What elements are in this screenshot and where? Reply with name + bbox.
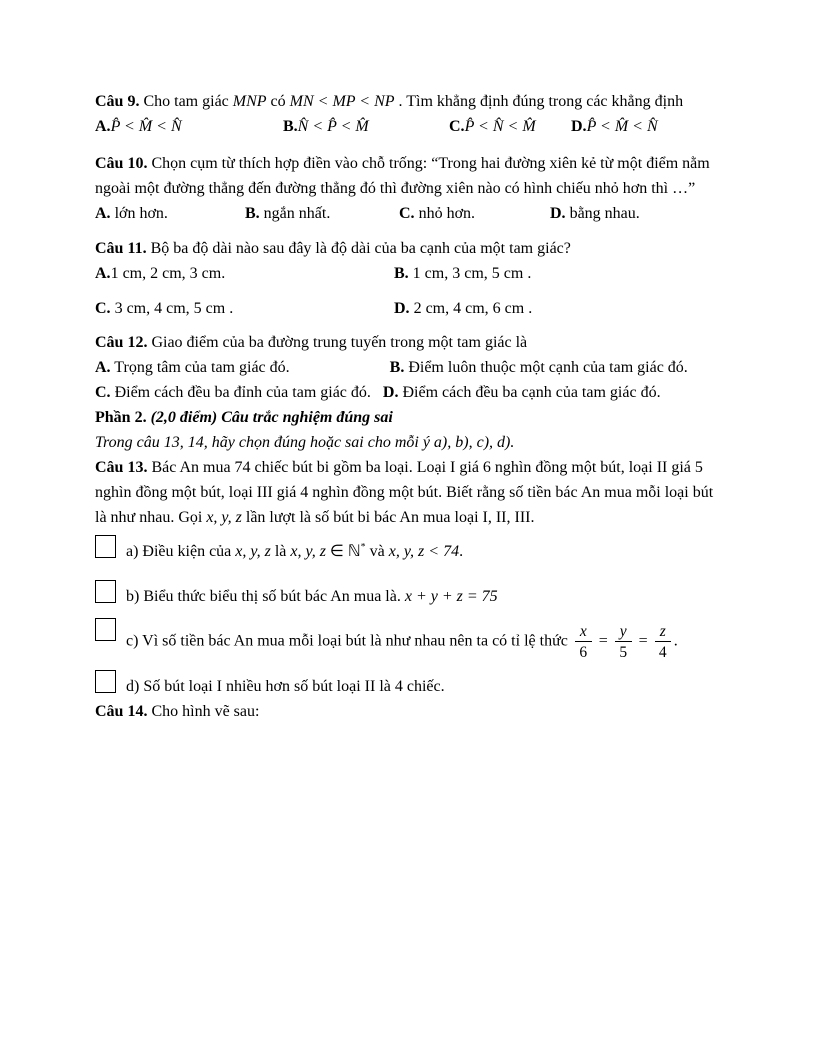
checkbox-a[interactable] — [95, 535, 116, 558]
q13-statement-b-row — [95, 584, 722, 609]
q12-stem: Câu 12. Giao điểm của ba đường trung tuyến trong một tam giác là — [95, 334, 528, 351]
q9-option-b-text: N̂ < P̂ < M̂ — [297, 118, 369, 135]
q11-option-d-label: D. — [394, 300, 410, 317]
q14-stem: Câu 14. Cho hình vẽ sau: — [95, 703, 260, 720]
q9-option-b — [283, 114, 449, 139]
q13-statement-a-row — [95, 539, 722, 564]
q11-option-b-label: B. — [394, 265, 409, 282]
q10-option-a-label: A. — [95, 205, 111, 222]
q10-option-c-label: C. — [399, 205, 415, 222]
checkbox-c[interactable] — [95, 618, 116, 641]
q11-option-a-text: 1 cm, 2 cm, 3 cm. — [110, 265, 226, 282]
q10-option-d-text: bằng nhau. — [565, 205, 640, 222]
q10-options — [95, 201, 722, 226]
q9-option-d — [571, 114, 722, 139]
q11-option-c-text: 3 cm, 4 cm, 5 cm . — [110, 300, 234, 317]
q13-statement-d-text: d) Số bút loại I nhiều hơn số bút loại II là 4 chiếc. — [126, 678, 445, 695]
q11-option-b — [394, 261, 722, 286]
q13-statement-c-text: c) Vì số tiền bác An mua mỗi loại bút là như nhau nên ta có tỉ lệ thức $\frac{x}{6}$ = $\frac{y}{5}$ = $\frac{z}{4}$ . — [126, 623, 678, 661]
q11-option-d-text: 2 cm, 4 cm, 6 cm . — [409, 300, 533, 317]
q10-option-b-label: B. — [245, 205, 260, 222]
q10-stem: Câu 10. Chọn cụm từ thích hợp điền vào chỗ trống: “Trong hai đường xiên kẻ từ một điểm nằm ngoài một đường thẳng đến đường thẳng đó thì đường xiên nào có hình chiếu nhỏ hơn thì …” — [95, 155, 710, 197]
q11-option-c — [95, 296, 394, 321]
checkbox-d[interactable] — [95, 670, 116, 693]
q10-option-d — [550, 201, 722, 226]
q11-option-a-label: A. — [95, 265, 111, 282]
q9-option-c-text: P̂ < N̂ < M̂ — [464, 118, 536, 135]
q13-statement-a-text: a) Điều kiện của x, y, z là x, y, z ∈ ℕ* và x, y, z < 74. — [126, 541, 464, 560]
q11-option-b-text: 1 cm, 3 cm, 5 cm . — [408, 265, 532, 282]
q11-option-c-label: C. — [95, 300, 111, 317]
q10-option-a-text: lớn hơn. — [110, 205, 168, 222]
q10-option-c — [399, 201, 550, 226]
q9-option-c — [449, 114, 571, 139]
q9-option-a-text: P̂ < M̂ < N̂ — [110, 118, 182, 135]
q9-option-b-label: B. — [283, 118, 298, 135]
q9-option-d-text: P̂ < M̂ < N̂ — [586, 118, 658, 135]
q11-option-d — [394, 296, 722, 321]
q9-option-a — [95, 114, 283, 139]
document-content — [95, 89, 722, 724]
q11-options — [95, 261, 722, 321]
q9-option-d-label: D. — [571, 118, 587, 135]
q10-option-a — [95, 201, 245, 226]
q11-option-a — [95, 261, 394, 286]
part2-heading: Phần 2. (2,0 điểm) Câu trắc nghiệm đúng sai — [95, 409, 393, 426]
q10-option-d-label: D. — [550, 205, 566, 222]
q9-options — [95, 114, 722, 139]
q13-stem: Câu 13. Bác An mua 74 chiếc bút bi gồm ba loại. Loại I giá 6 nghìn đồng một bút, loại II giá 5 nghìn đồng một bút, loại III giá 4 nghìn đồng một bút. Biết rằng số tiền bác An mua mỗi loại bút là như nhau. Gọi x, y, z lần lượt là số bút bi bác An mua loại I, II, III. — [95, 459, 714, 526]
q9-option-a-label: A. — [95, 118, 111, 135]
q10-option-c-text: nhỏ hơn. — [414, 205, 476, 222]
q13-statement-b-text: b) Biểu thức biểu thị số bút bác An mua là. x + y + z = 75 — [126, 588, 498, 605]
q13-statement-d-row — [95, 674, 722, 699]
q9-option-c-label: C. — [449, 118, 465, 135]
q13-statement-c-row — [95, 622, 722, 662]
q10-option-b-text: ngắn nhất. — [259, 205, 331, 222]
q12-options-cd: C. Điểm cách đều ba đỉnh của tam giác đó. D. Điểm cách đều ba cạnh của tam giác đó. — [95, 384, 661, 401]
q11-stem: Câu 11. Bộ ba độ dài nào sau đây là độ dài của ba cạnh của một tam giác? — [95, 240, 571, 257]
checkbox-b[interactable] — [95, 580, 116, 603]
q10-option-b — [245, 201, 399, 226]
q12-options-ab: A. Trọng tâm của tam giác đó. B. Điểm luôn thuộc một cạnh của tam giác đó. — [95, 359, 688, 376]
q9-stem: Câu 9. Cho tam giác MNP có MN < MP < NP . Tìm khẳng định đúng trong các khẳng định — [95, 93, 684, 110]
part2-instruction: Trong câu 13, 14, hãy chọn đúng hoặc sai cho mỗi ý a), b), c), d). — [95, 434, 515, 451]
